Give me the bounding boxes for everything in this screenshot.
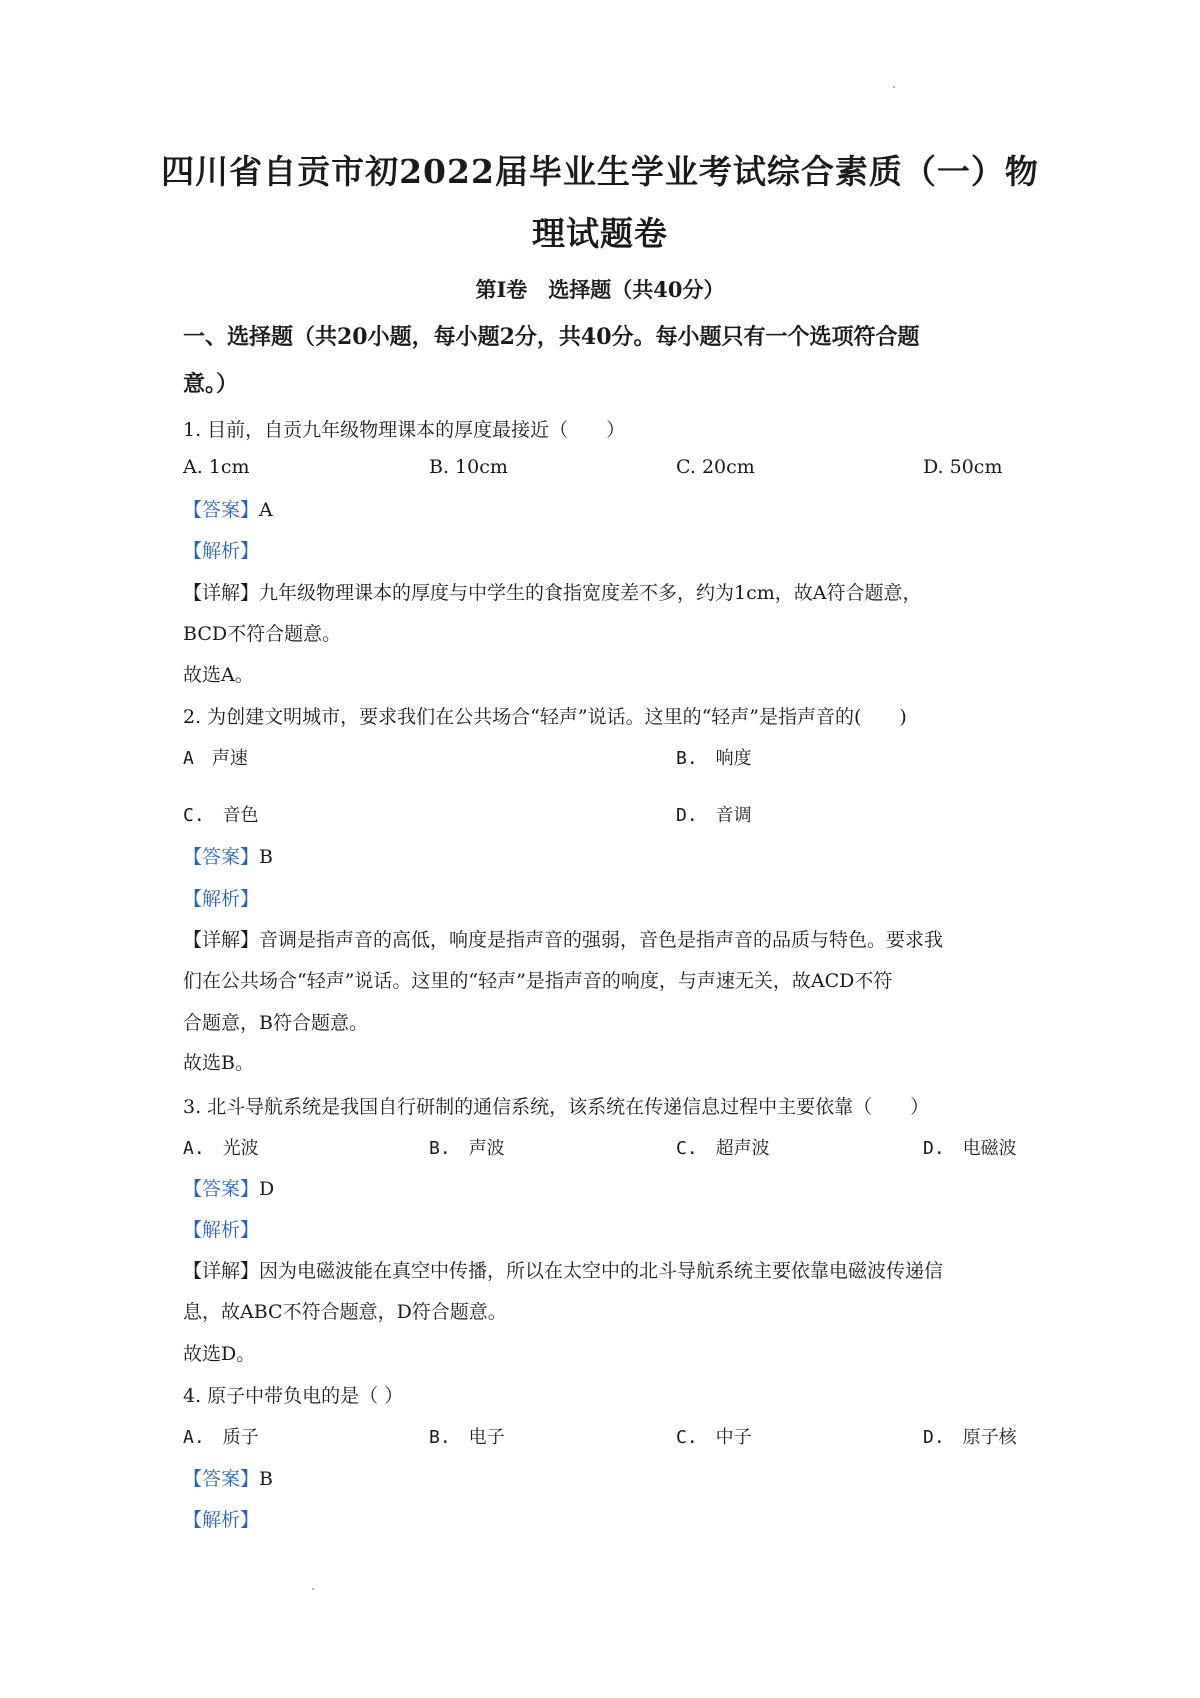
part-heading: 第Ⅰ卷 选择题（共40分） xyxy=(475,277,725,302)
q3-option-c: C. 超声波 xyxy=(676,1138,770,1159)
q2-answer xyxy=(183,842,273,869)
page-title-line2: 理试题卷 xyxy=(532,214,668,253)
q4-option-c: C. 中子 xyxy=(676,1427,752,1448)
q3-option-a: A. 光波 xyxy=(183,1138,259,1159)
q1-option-b: B. 10cm xyxy=(429,456,508,478)
q3-detail-line1 xyxy=(183,1256,943,1283)
q4-option-a: A. 质子 xyxy=(183,1427,259,1448)
q2-option-c: C. 音色 xyxy=(183,805,259,826)
q4-answer xyxy=(183,1464,273,1491)
q4-analysis-label: 【解析】 xyxy=(183,1509,260,1531)
q2-option-b: B. 响度 xyxy=(676,748,752,769)
q3-stem: 3. 北斗导航系统是我国自行研制的通信系统，该系统在传递信息过程中主要依靠（ ） xyxy=(183,1096,930,1118)
section-heading-line2: 意。） xyxy=(183,371,239,397)
detail-label: 【详解】 xyxy=(183,582,260,604)
q4-option-b: B. 电子 xyxy=(429,1427,505,1448)
q3-analysis-label: 【解析】 xyxy=(183,1219,260,1241)
answer-label: 【答案】 xyxy=(183,1468,260,1490)
q4-answer-value: B xyxy=(259,1468,273,1490)
q2-option-d: D. 音调 xyxy=(676,805,752,826)
q1-analysis-label: 【解析】 xyxy=(183,540,260,562)
section-heading-line1: 一、选择题（共20小题，每小题2分，共40分。每小题只有一个选项符合题 xyxy=(183,324,920,350)
detail-label: 【详解】 xyxy=(183,929,260,951)
q2-option-a: A 声速 xyxy=(183,748,248,769)
q1-detail-line1 xyxy=(183,578,922,605)
q3-option-b: B. 声波 xyxy=(429,1138,505,1159)
q1-option-c: C. 20cm xyxy=(676,456,755,478)
detail-label: 【详解】 xyxy=(183,1260,260,1282)
page-title-line1: 四川省自贡市初2022届毕业生学业考试综合素质（一）物 xyxy=(161,152,1039,191)
q2-analysis-label: 【解析】 xyxy=(183,888,260,910)
q3-conclusion: 故选D。 xyxy=(183,1343,256,1365)
q1-detail-line2: BCD不符合题意。 xyxy=(183,623,342,645)
q2-stem: 2. 为创建文明城市，要求我们在公共场合“轻声”说话。这里的“轻声”是指声音的( ) xyxy=(183,706,907,728)
q1-answer-value: A xyxy=(259,499,273,521)
answer-label: 【答案】 xyxy=(183,846,260,868)
q2-conclusion: 故选B。 xyxy=(183,1052,254,1074)
q3-option-d: D. 电磁波 xyxy=(923,1138,1017,1159)
q3-detail-line2: 息，故ABC不符合题意，D符合题意。 xyxy=(183,1301,507,1323)
q1-conclusion: 故选A。 xyxy=(183,664,254,686)
q4-option-d: D. 原子核 xyxy=(923,1427,1017,1448)
q2-detail-line2: 们在公共场合“轻声”说话。这里的“轻声”是指声音的响度，与声速无关，故ACD不符 xyxy=(183,970,893,992)
q4-stem: 4. 原子中带负电的是（ ） xyxy=(183,1385,404,1407)
q1-option-a: A. 1cm xyxy=(183,456,250,478)
q2-answer-value: B xyxy=(259,846,273,868)
q2-detail-line1 xyxy=(183,925,943,952)
answer-label: 【答案】 xyxy=(183,1178,260,1200)
q1-stem: 1. 目前，自贡九年级物理课本的厚度最接近（ ） xyxy=(183,419,626,441)
q3-answer-value: D xyxy=(259,1178,275,1200)
q3-answer xyxy=(183,1174,274,1201)
scan-dot xyxy=(312,1588,314,1590)
q2-detail-line3: 合题意，B符合题意。 xyxy=(183,1012,368,1034)
q1-detail-text: 九年级物理课本的厚度与中学生的食指宽度差不多，约为1cm，故A符合题意， xyxy=(259,582,922,604)
q3-detail-text: 因为电磁波能在真空中传播，所以在太空中的北斗导航系统主要依靠电磁波传递信 xyxy=(259,1260,944,1282)
q1-option-d: D. 50cm xyxy=(923,456,1003,478)
q2-detail-text: 音调是指声音的高低，响度是指声音的强弱，音色是指声音的品质与特色。要求我 xyxy=(259,929,944,951)
answer-label: 【答案】 xyxy=(183,499,260,521)
scan-dot xyxy=(893,86,895,88)
q1-answer xyxy=(183,495,273,522)
